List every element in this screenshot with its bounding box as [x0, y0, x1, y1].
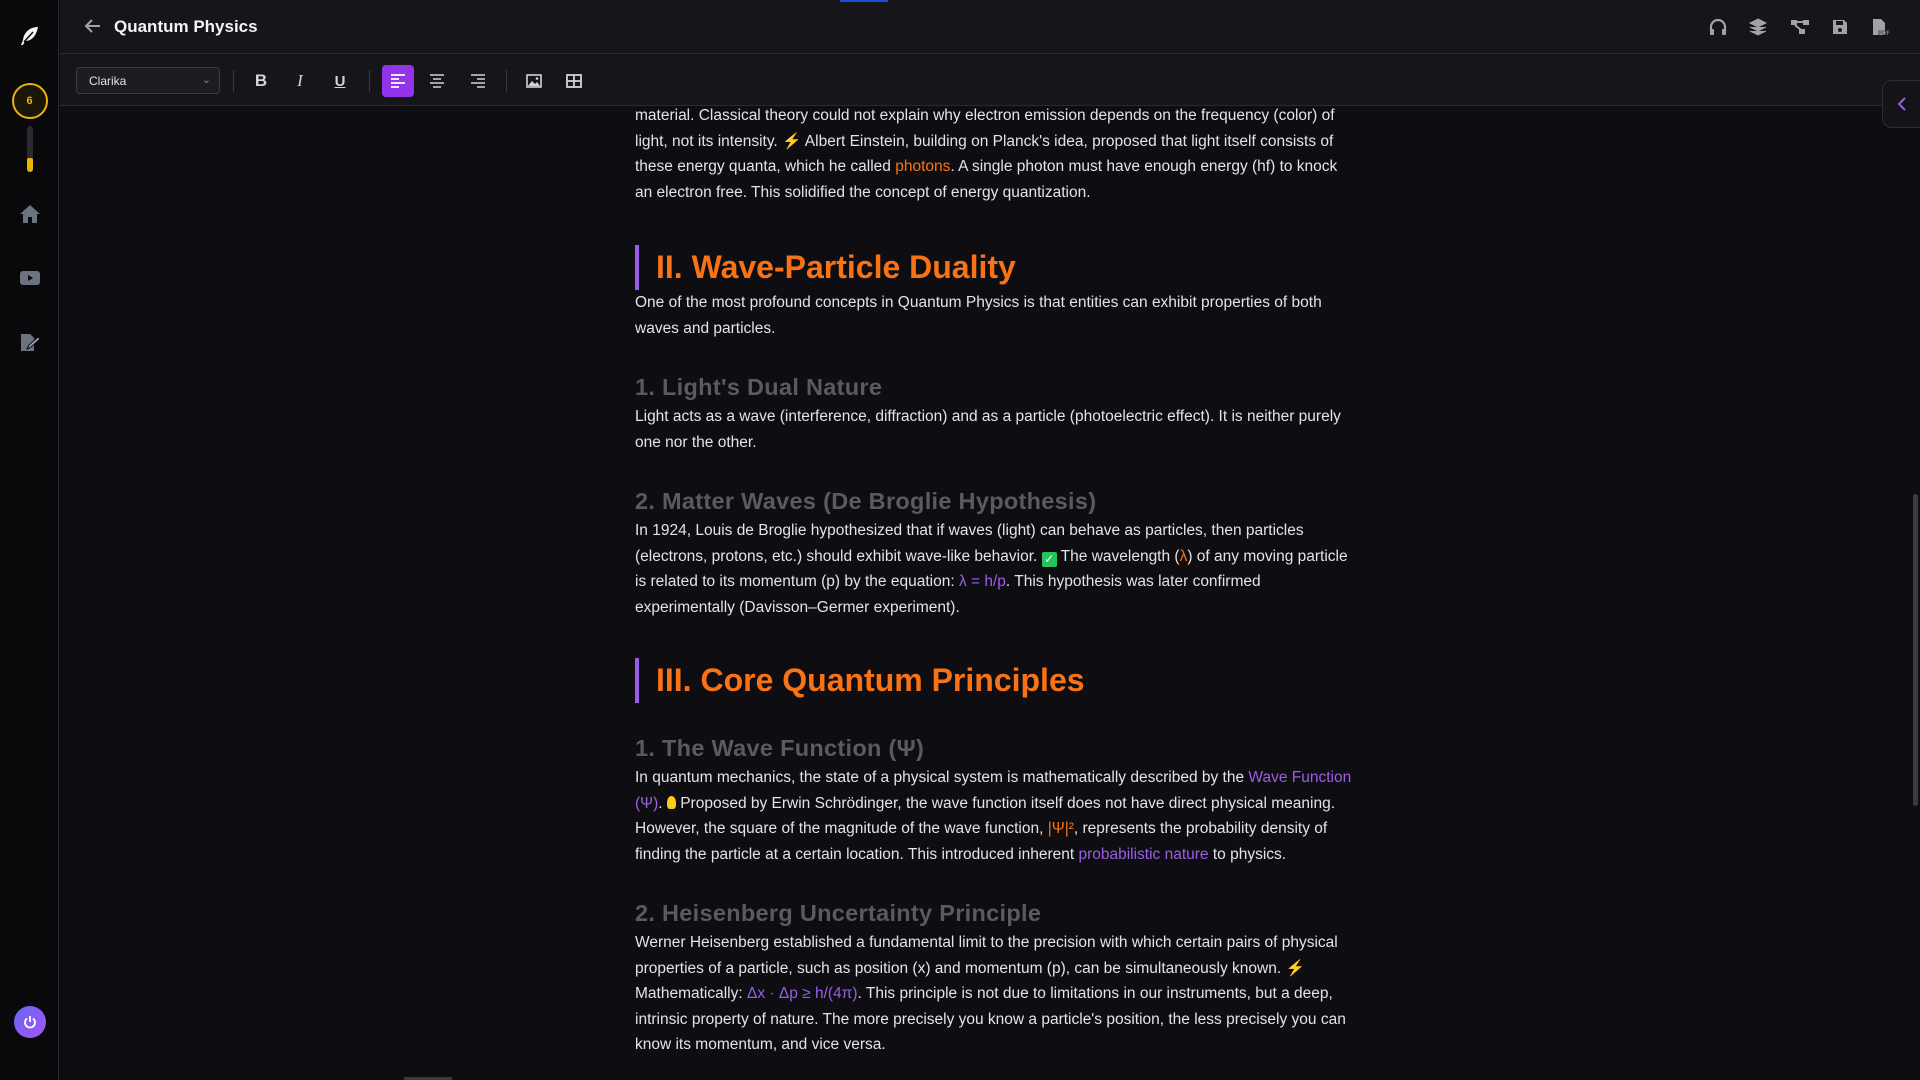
font-select[interactable] — [76, 67, 220, 94]
badge-count: 6 — [12, 83, 48, 119]
text-run: ) of any moving particle is related to its momentum (p) by the equation: — [635, 547, 1348, 590]
text-run: to physics. — [1208, 845, 1287, 863]
paragraph — [635, 404, 1355, 455]
highlighted-term: λ = h/p — [958, 573, 1006, 590]
insert-table-button[interactable] — [558, 65, 590, 97]
text-run: Mathematically: — [635, 985, 747, 1002]
align-left-icon — [390, 74, 406, 88]
edit-document-icon[interactable] — [0, 333, 59, 353]
feather-logo-icon[interactable] — [0, 24, 59, 48]
toolbar-divider — [369, 70, 370, 92]
document-body — [635, 106, 1355, 1058]
text-run: Proposed by Erwin Schrödinger, the wave function itself does not have direct physical meaning. However, the square of the magnitude of the wave function, — [635, 794, 1336, 837]
bulb-icon — [667, 796, 676, 809]
text-run: . This principle is not due to limitations in our instruments, but a deep, intrinsic property of nature. The more precisely you know a particle's position, the less precisely you can know its momentum, and vice versa. — [635, 985, 1346, 1053]
app-header — [60, 0, 1920, 54]
align-center-button[interactable] — [421, 65, 453, 97]
text-run: . A single photon must have enough energy (hf) to knock an electron free. This solidified the concept of energy quantization. — [635, 158, 1338, 201]
section-heading: III. Core Quantum Principles — [635, 658, 1355, 703]
text-run: The wavelength ( — [1056, 547, 1180, 565]
toolbar-divider — [233, 70, 234, 92]
headphones-icon[interactable] — [1708, 17, 1728, 37]
video-icon[interactable] — [0, 270, 59, 286]
check-icon: ✓ — [1042, 552, 1057, 567]
paragraph — [635, 290, 1355, 341]
highlighted-term: probabilistic nature — [1078, 845, 1209, 863]
power-button[interactable] — [0, 1006, 59, 1038]
highlighted-term: λ — [1179, 547, 1188, 565]
subsection-heading: 2. Matter Waves (De Broglie Hypothesis) — [635, 488, 1097, 514]
italic-button[interactable]: I — [297, 71, 303, 90]
align-left-button[interactable] — [382, 65, 414, 97]
subsection-heading: 1. The Wave Function (Ψ) — [635, 735, 925, 761]
image-icon — [526, 74, 542, 88]
bolt-icon: ⚡ — [1285, 959, 1305, 977]
power-icon — [14, 1006, 46, 1038]
highlighted-term: photons — [895, 158, 951, 175]
vertical-scrollbar[interactable] — [1913, 494, 1918, 806]
paragraph — [635, 106, 1355, 205]
highlighted-term: Δx · Δp ≥ h/(4π) — [746, 985, 858, 1002]
text-run: Werner Heisenberg established a fundamental limit to the precision with which certain pairs of physical properties of a particle, such as position (x) and momentum (p), can be simultaneously known. — [635, 934, 1338, 977]
formatting-toolbar — [60, 54, 1920, 106]
streak-badge[interactable] — [0, 83, 59, 119]
text-run: material. Classical theory could not explain why electron emission depends on the frequency (color) of light, not its intensity. — [635, 107, 1335, 150]
home-icon[interactable] — [0, 204, 59, 224]
level-slider-fill — [27, 158, 33, 172]
section-heading: II. Wave-Particle Duality — [635, 245, 1355, 290]
paragraph — [635, 765, 1355, 867]
layers-icon[interactable] — [1748, 17, 1768, 37]
svg-text:PDF: PDF — [1878, 31, 1890, 37]
subsection-heading: 1. Light's Dual Nature — [635, 374, 883, 400]
document-editor[interactable] — [60, 106, 1920, 1080]
loading-bar-fill — [840, 0, 888, 2]
bold-button[interactable]: B — [254, 71, 268, 90]
align-center-icon — [429, 74, 445, 88]
paragraph — [635, 930, 1355, 1058]
subsection-heading: 2. Heisenberg Uncertainty Principle — [635, 900, 1042, 926]
toolbar-divider — [506, 70, 507, 92]
diagram-icon[interactable] — [1790, 17, 1810, 37]
sidebar — [0, 0, 59, 1080]
save-icon[interactable] — [1830, 17, 1850, 37]
text-run: . This hypothesis was later confirmed experimentally (Davisson–Germer experiment). — [635, 573, 1261, 616]
text-run: In 1924, Louis de Broglie hypothesized that if waves (light) can behave as particles, then particles (electrons, protons, etc.) should exhibit wave-like behavior. — [635, 522, 1304, 565]
text-run: Albert Einstein, building on Planck's idea, proposed that light itself consists of these energy quanta, which he called — [635, 132, 1334, 175]
font-select-value: Clarika — [89, 74, 127, 88]
text-run: . — [658, 794, 667, 812]
align-right-icon — [470, 74, 486, 88]
text-run: Light acts as a wave (interference, diffraction) and as a particle (photoelectric effect). It is neither purely one nor the other. — [635, 408, 1341, 451]
paragraph — [635, 518, 1355, 620]
back-arrow-icon[interactable] — [82, 15, 104, 37]
underline-button[interactable]: U — [334, 72, 346, 90]
text-run: One of the most profound concepts in Quantum Physics is that entities can exhibit properties of both waves and particles. — [635, 294, 1322, 337]
page-title: Quantum Physics — [114, 17, 258, 36]
text-run: , represents the probability density of finding the particle at a certain location. This introduced inherent — [635, 820, 1328, 863]
table-icon — [566, 74, 582, 88]
pdf-export-icon[interactable] — [1870, 17, 1890, 37]
insert-image-button[interactable] — [518, 65, 550, 97]
chevron-down-icon: ⌄ — [201, 74, 211, 86]
level-slider[interactable] — [27, 126, 33, 172]
highlighted-term: |Ψ|² — [1047, 820, 1074, 837]
align-right-button[interactable] — [462, 65, 494, 97]
bolt-icon: ⚡ — [782, 132, 802, 150]
text-run: In quantum mechanics, the state of a physical system is mathematically described by the — [635, 769, 1249, 786]
highlighted-term: Wave Function (Ψ) — [635, 769, 1352, 812]
